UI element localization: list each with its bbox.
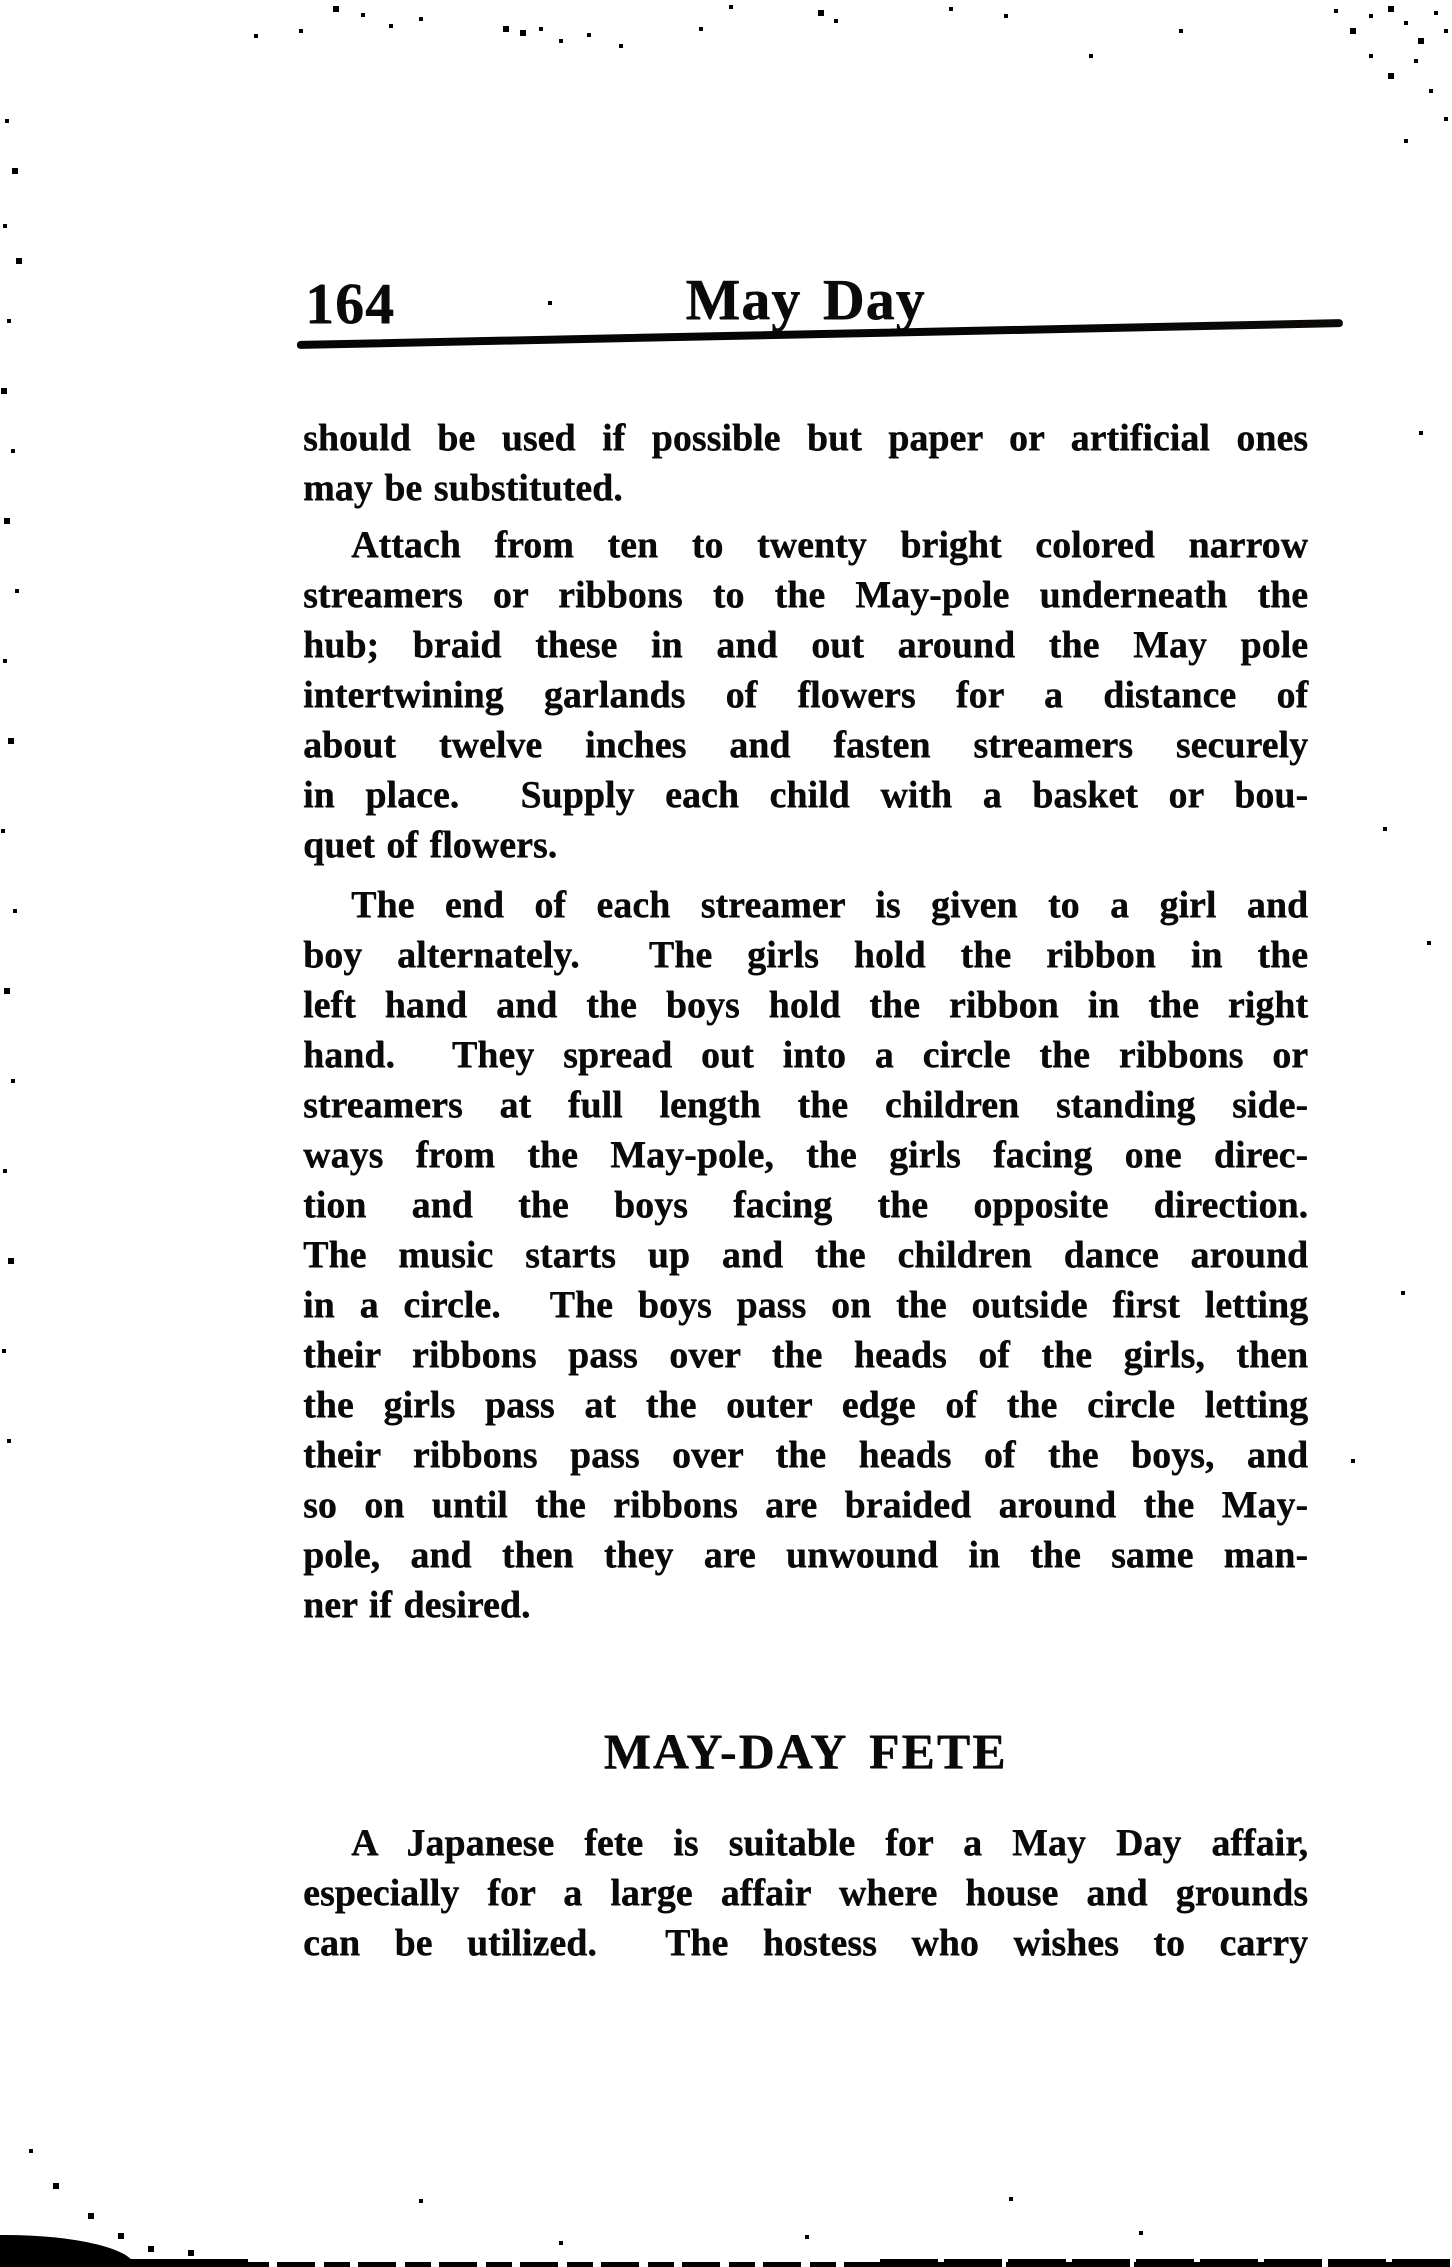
running-title: May Day (685, 267, 926, 332)
text-line: in place. Supply each child with a basket or bou- (303, 774, 1308, 816)
text-line: intertwining garlands of flowers for a distance of (303, 674, 1308, 716)
text-line: in a circle. The boys pass on the outside first letting (303, 1284, 1308, 1326)
text-line: A Japanese fete is suitable for a May Day affair, (351, 1822, 1308, 1864)
text-line: their ribbons pass over the heads of the girls, then (303, 1334, 1308, 1376)
text-line: quet of flowers. (303, 824, 558, 866)
section-heading: MAY-DAY FETE (603, 1723, 1008, 1779)
text-line: pole, and then they are unwound in the same man- (303, 1534, 1308, 1576)
text-line: ways from the May-pole, the girls facing one direc- (303, 1134, 1308, 1176)
text-line: Attach from ten to twenty bright colored narrow (351, 524, 1308, 566)
text-line: can be utilized. The hostess who wishes to carry (303, 1922, 1308, 1964)
text-line: boy alternately. The girls hold the ribbon in the (303, 934, 1308, 976)
scan-bottom-edge-left (58, 2259, 248, 2267)
text-line: streamers or ribbons to the May-pole underneath the (303, 574, 1308, 616)
text-line: about twelve inches and fasten streamers securely (303, 724, 1308, 766)
text-line: The music starts up and the children dance around (303, 1234, 1308, 1276)
scan-noise-speckles (0, 0, 2, 2)
paragraph (303, 413, 1308, 513)
paragraph (303, 520, 1308, 870)
paragraph (303, 1818, 1308, 1968)
text-line: left hand and the boys hold the ribbon in the right (303, 984, 1308, 1026)
text-line: so on until the ribbons are braided around the May- (303, 1484, 1308, 1526)
text-line: hub; braid these in and out around the May pole (303, 624, 1308, 666)
text-line: hand. They spread out into a circle the ribbons or (303, 1034, 1308, 1076)
text-line: should be used if possible but paper or artificial ones (303, 417, 1308, 459)
text-line: their ribbons pass over the heads of the boys, and (303, 1434, 1308, 1476)
paragraph (303, 880, 1308, 1630)
page-number: 164 (305, 271, 395, 336)
text-line: tion and the boys facing the opposite direction. (303, 1184, 1308, 1226)
text-line: the girls pass at the outer edge of the circle letting (303, 1384, 1308, 1426)
text-line: ner if desired. (303, 1584, 531, 1626)
text-line: especially for a large affair where house and grounds (303, 1872, 1308, 1914)
scan-bottom-edge-right (880, 2259, 1452, 2267)
text-line: The end of each streamer is given to a girl and (351, 884, 1308, 926)
text-line: streamers at full length the children standing side- (303, 1084, 1308, 1126)
text-line: may be substituted. (303, 467, 623, 509)
